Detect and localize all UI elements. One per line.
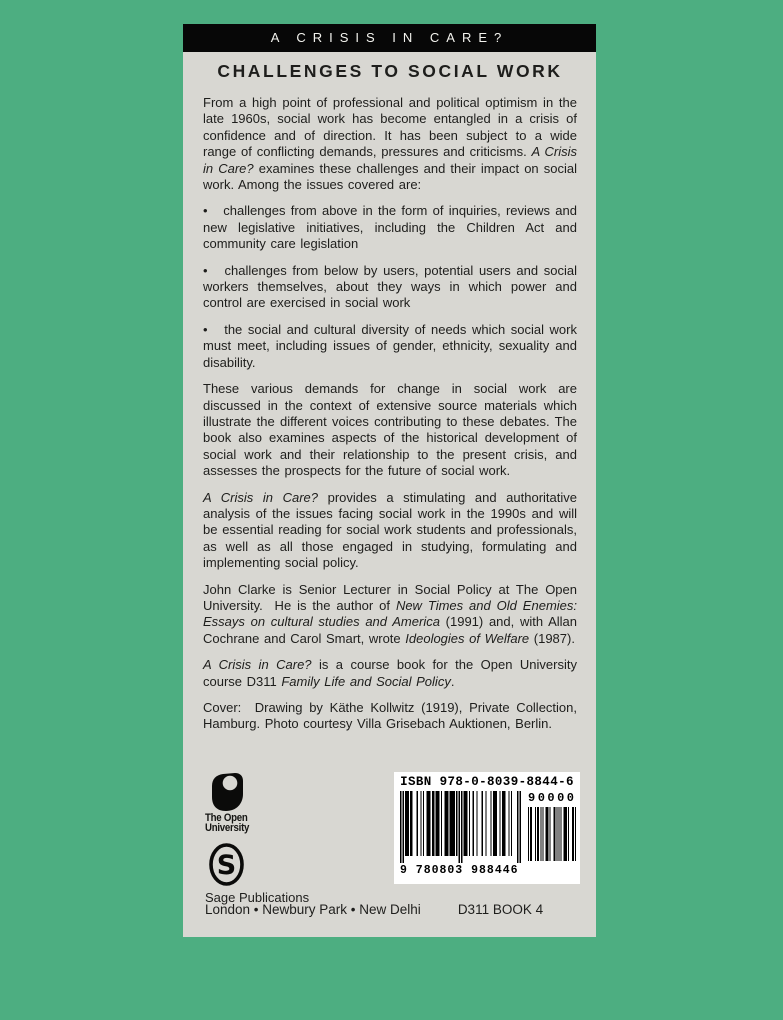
paragraph: These various demands for change in social work are discussed in the context of extensive source materials which illustrate the different voices contributing to these debates. The book also examines aspects of the historical development of social work and their relationship to the present crisis, and assesses the prospects for the future of social work. <box>203 381 577 479</box>
ean5-supplement-barcode <box>528 807 576 861</box>
supplement-digits: 90000 <box>528 791 577 805</box>
publisher-logos <box>205 772 375 905</box>
ean13-digits: 9 780803 988446 <box>400 864 519 877</box>
body-paragraphs <box>203 95 577 733</box>
paragraph: From a high point of professional and political optimism in the late 1960s, social work has become entangled in a crisis of confidence and of direction. It has been subject to a wide range of conflicting demands, pressures and criticisms. A Crisis in Care? examines these challenges and their impact on social work. Among the issues covered are: <box>203 95 577 193</box>
top-banner <box>183 24 596 52</box>
imprint-line <box>205 902 543 917</box>
publisher-row <box>205 772 580 905</box>
course-book-code: D311 BOOK 4 <box>457 902 544 917</box>
ean13-barcode <box>400 791 521 863</box>
page-title: CHALLENGES TO SOCIAL WORK <box>217 61 563 81</box>
bullet-paragraph: • the social and cultural diversity of needs which social work must meet, including issues of gender, ethnicity, sexuality and disability. <box>203 321 577 370</box>
book-back-cover <box>183 24 596 937</box>
bullet-paragraph: • challenges from below by users, potential users and social workers themselves, about they ways in which power and control are exercised in social work <box>203 262 577 311</box>
banner-title: A CRISIS IN CARE? <box>270 30 509 45</box>
sage-logo-icon <box>206 843 247 886</box>
sage-publications-label: Sage Publications <box>205 889 310 905</box>
svg-text:S: S <box>216 849 237 881</box>
paragraph: Cover: Drawing by Käthe Kollwitz (1919), Private Collection, Hamburg. Photo courtesy Villa Grisebach Auktionen, Berlin. <box>203 700 577 732</box>
open-university-logo-icon <box>205 772 245 812</box>
publisher-cities: London • Newbury Park • New Delhi <box>205 902 421 917</box>
cover-body <box>183 61 596 733</box>
open-university-wordmark: The Open University <box>205 812 250 834</box>
isbn-text: ISBN 978-0-8039-8844-6 <box>400 775 574 789</box>
paragraph: John Clarke is Senior Lecturer in Social Policy at The Open University. He is the author of New Times and Old Enemies: Essays on cultural studies and America (1991) and, with Allan Cochrane and Carol Smart, wrote Ideologies of Welfare (1987). <box>203 581 578 646</box>
paragraph: A Crisis in Care? provides a stimulating and authoritative analysis of the issues facing social work in the 1990s and will be essential reading for social work students and professionals, as well as all those engaged in studying, formulating and implementing social policy. <box>203 489 577 571</box>
bullet-paragraph: • challenges from above in the form of inquiries, reviews and new legislative initiatives, including the Children Act and community care legislation <box>203 203 577 252</box>
barcode-panel <box>394 772 580 884</box>
paragraph: A Crisis in Care? is a course book for the Open University course D311 Family Life and Social Policy. <box>203 657 577 689</box>
